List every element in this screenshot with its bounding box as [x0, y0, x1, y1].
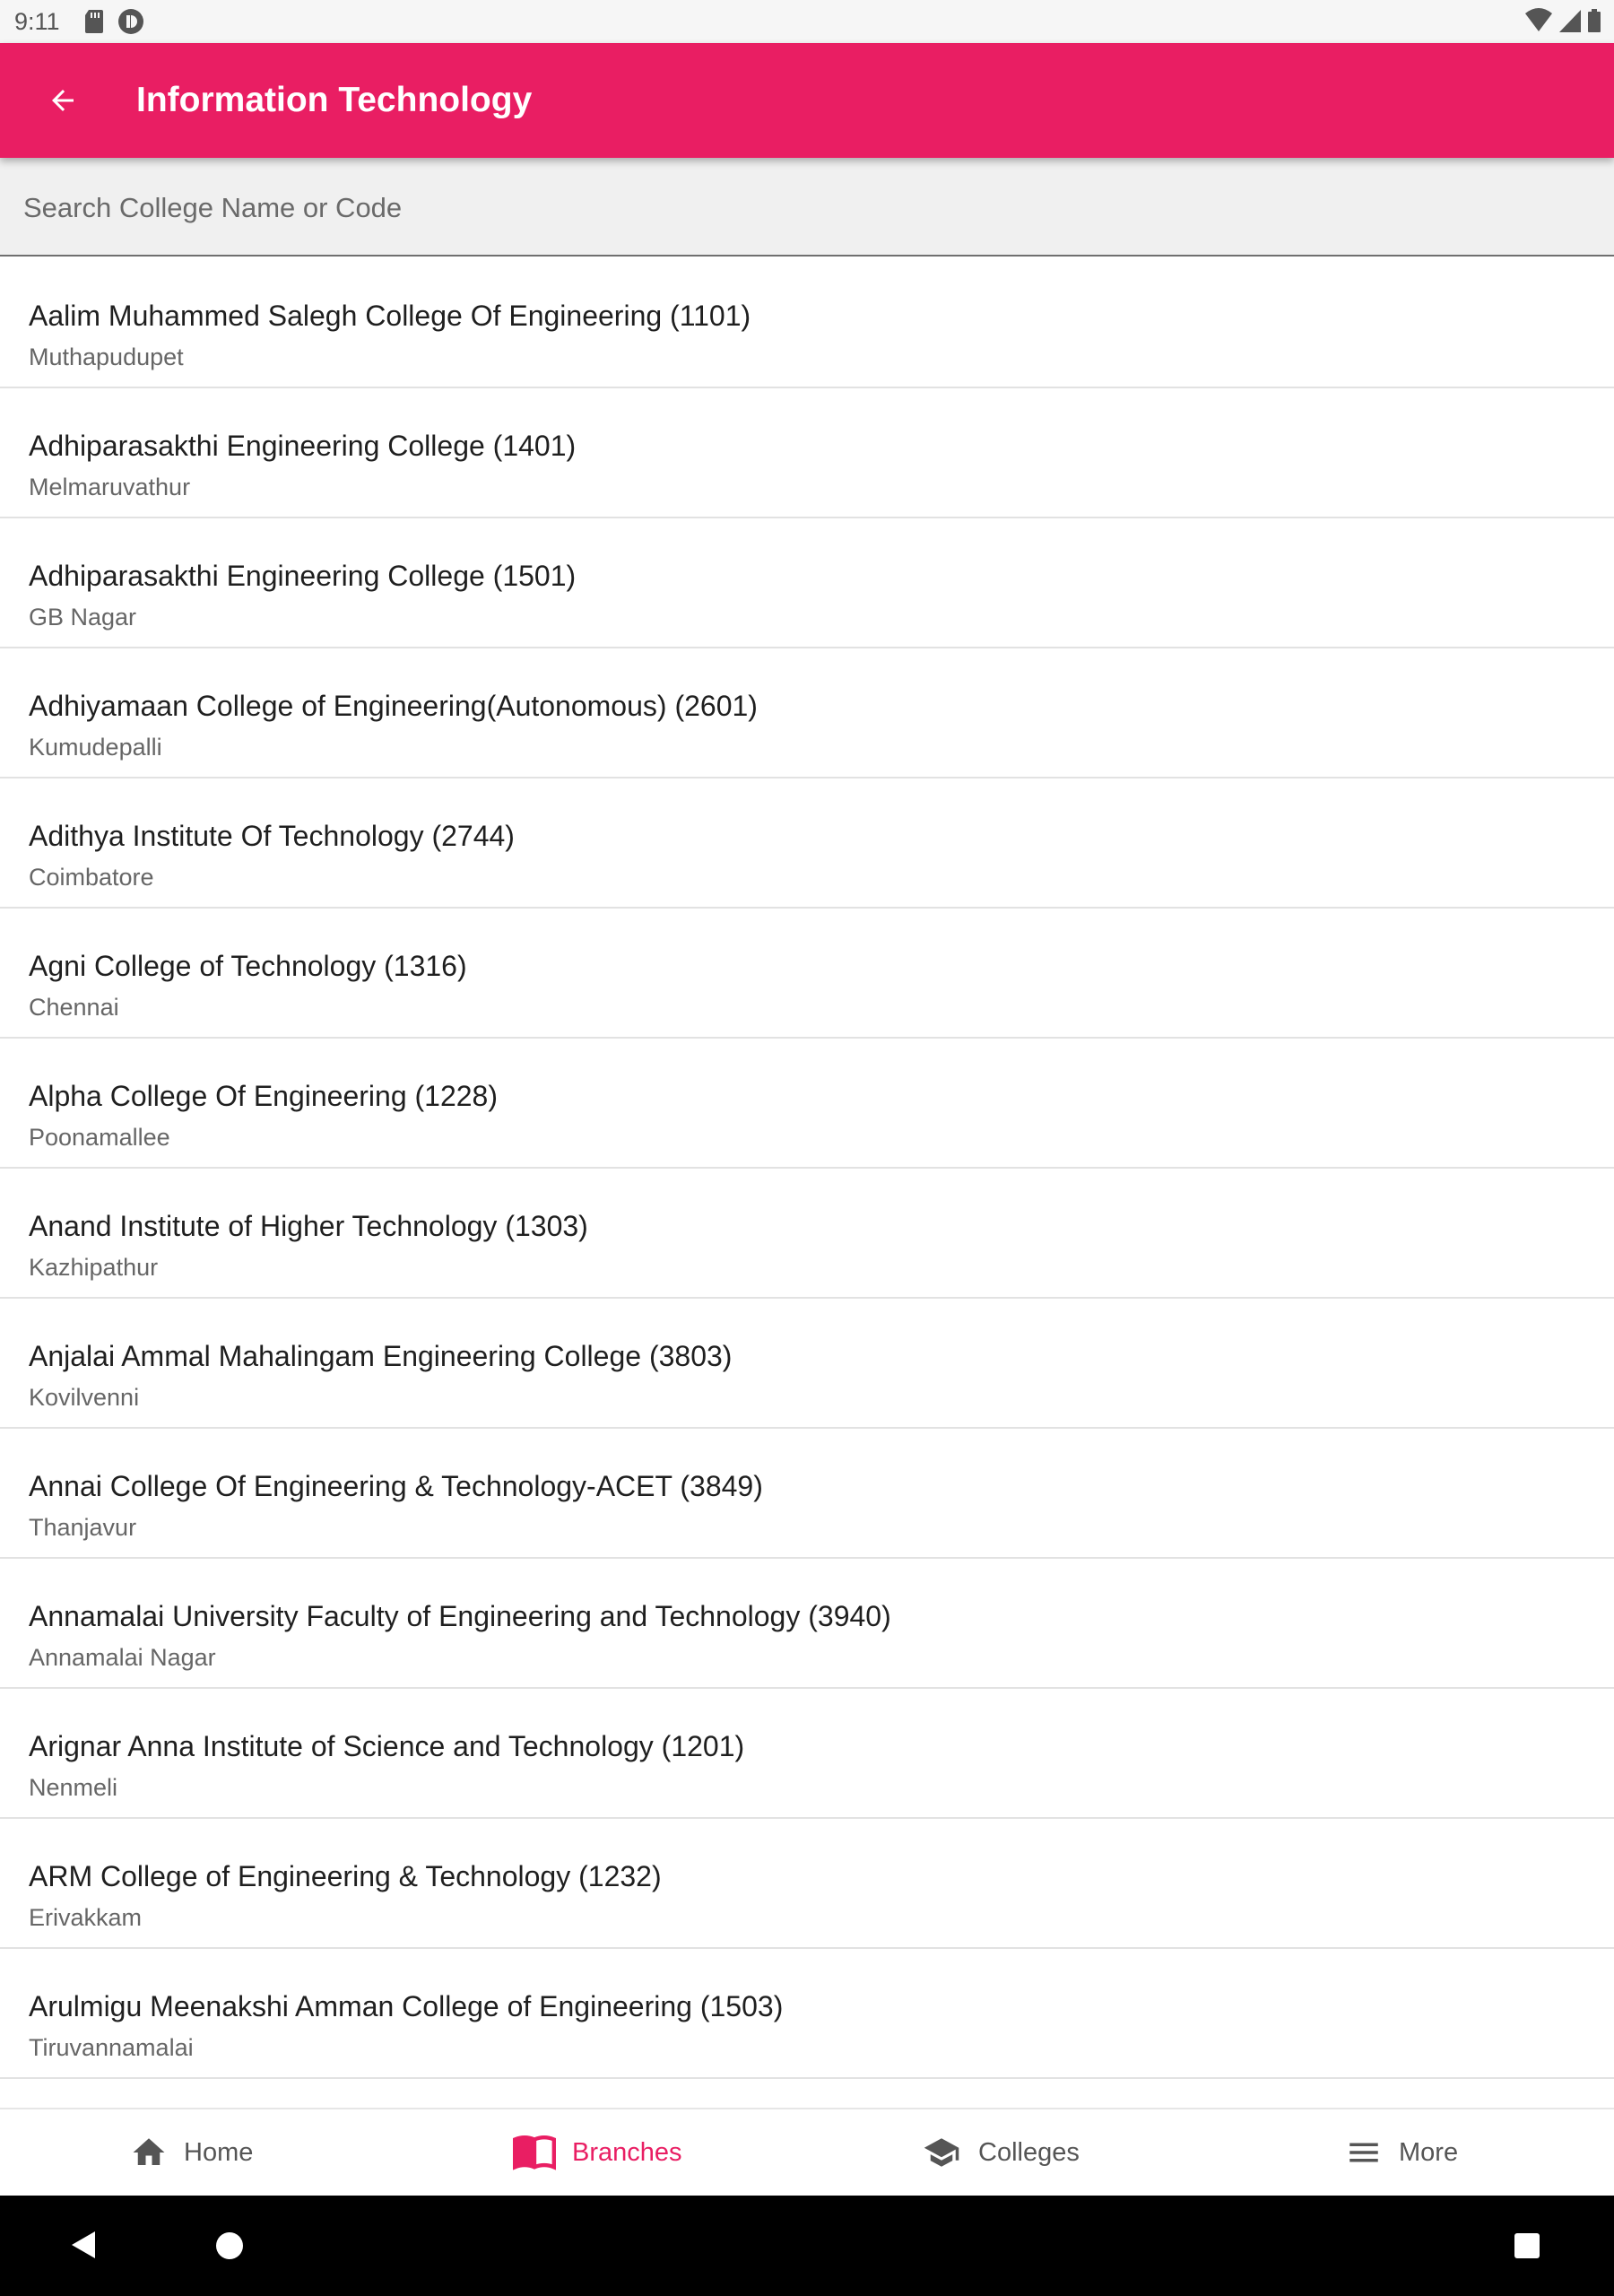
book-icon: [513, 2135, 556, 2170]
college-list-item[interactable]: [0, 388, 1614, 518]
college-list: [0, 258, 1614, 2108]
college-location: Muthapudupet: [29, 344, 184, 370]
college-list-item[interactable]: [0, 1299, 1614, 1429]
arrow-back-icon: [47, 84, 79, 117]
college-name: Arignar Anna Institute of Science and Technology (1201): [29, 1730, 745, 1762]
college-name: Annai College Of Engineering & Technology-ACET (3849): [29, 1470, 763, 1502]
college-name: Adithya Institute Of Technology (2744): [29, 820, 515, 852]
notification-app-icon: [117, 8, 144, 35]
app-bar: [0, 43, 1614, 158]
college-name: ARM College of Engineering & Technology (1232): [29, 1860, 662, 1892]
college-list-item[interactable]: [0, 1949, 1614, 2079]
college-list-item[interactable]: [0, 1559, 1614, 1689]
college-location: Melmaruvathur: [29, 474, 191, 500]
system-nav-bar: [0, 2196, 1614, 2296]
home-icon: [130, 2134, 168, 2171]
college-list-item[interactable]: [0, 909, 1614, 1039]
status-icons-right: [1524, 8, 1601, 33]
college-list-item[interactable]: [0, 648, 1614, 778]
cell-signal-icon: [1558, 8, 1582, 33]
graduation-cap-icon: [921, 2134, 962, 2171]
search-input[interactable]: [22, 185, 1549, 231]
back-button[interactable]: [32, 70, 93, 131]
search-box: [0, 158, 1614, 257]
nav-item-branches[interactable]: [513, 2109, 682, 2196]
nav-item-home[interactable]: [130, 2109, 253, 2196]
college-location: Kumudepalli: [29, 734, 162, 761]
college-location: Nenmeli: [29, 1774, 118, 1801]
college-list-item[interactable]: [0, 258, 1614, 388]
college-location: Erivakkam: [29, 1904, 143, 1931]
college-location: Chennai: [29, 994, 119, 1021]
back-triangle-icon[interactable]: [70, 2230, 97, 2260]
college-name: Adhiparasakthi Engineering College (1501): [29, 560, 577, 592]
sd-card-icon: [83, 9, 105, 34]
college-location: Tiruvannamalai: [29, 2034, 194, 2061]
college-location: Kazhipathur: [29, 1254, 159, 1281]
status-icons-left: [83, 8, 144, 35]
menu-icon: [1345, 2134, 1383, 2171]
college-list-item[interactable]: [0, 1039, 1614, 1169]
college-list-item[interactable]: [0, 1689, 1614, 1819]
page-title: Information Technology: [136, 81, 533, 119]
nav-label-more: More: [1399, 2137, 1459, 2167]
college-name: Agni College of Technology (1316): [29, 950, 467, 982]
bottom-nav: [0, 2108, 1614, 2196]
college-name: Annamalai University Faculty of Engineering and Technology (3940): [29, 1600, 891, 1632]
college-location: Kovilvenni: [29, 1384, 140, 1411]
college-name: Arulmigu Meenakshi Amman College of Engineering (1503): [29, 1990, 784, 2022]
nav-label-colleges: Colleges: [978, 2137, 1080, 2167]
college-name: Anjalai Ammal Mahalingam Engineering College (3803): [29, 1340, 733, 1372]
college-name: Adhiparasakthi Engineering College (1401): [29, 430, 577, 462]
college-location: GB Nagar: [29, 604, 137, 631]
home-circle-icon[interactable]: [215, 2231, 244, 2260]
college-location: Poonamallee: [29, 1124, 170, 1151]
college-location: Thanjavur: [29, 1514, 137, 1541]
college-list-item[interactable]: [0, 778, 1614, 909]
college-location: Coimbatore: [29, 864, 154, 891]
college-list-item[interactable]: [0, 1169, 1614, 1299]
college-list-item[interactable]: [0, 518, 1614, 648]
battery-icon: [1587, 8, 1601, 33]
nav-item-more[interactable]: [1345, 2109, 1458, 2196]
status-time: 9:11: [14, 7, 60, 35]
nav-label-branches: Branches: [572, 2137, 682, 2167]
college-name: Aalim Muhammed Salegh College Of Engineering (1101): [29, 300, 751, 332]
recents-square-icon[interactable]: [1514, 2232, 1540, 2259]
nav-item-colleges[interactable]: [921, 2109, 1080, 2196]
status-bar: [0, 0, 1614, 43]
college-name: Adhiyamaan College of Engineering(Autonomous) (2601): [29, 690, 758, 722]
wifi-icon: [1524, 8, 1553, 33]
college-location: Annamalai Nagar: [29, 1644, 216, 1671]
nav-label-home: Home: [184, 2137, 254, 2167]
college-list-item[interactable]: [0, 1819, 1614, 1949]
college-list-item[interactable]: [0, 1429, 1614, 1559]
college-name: Alpha College Of Engineering (1228): [29, 1080, 498, 1112]
college-name: Anand Institute of Higher Technology (1303): [29, 1210, 588, 1242]
